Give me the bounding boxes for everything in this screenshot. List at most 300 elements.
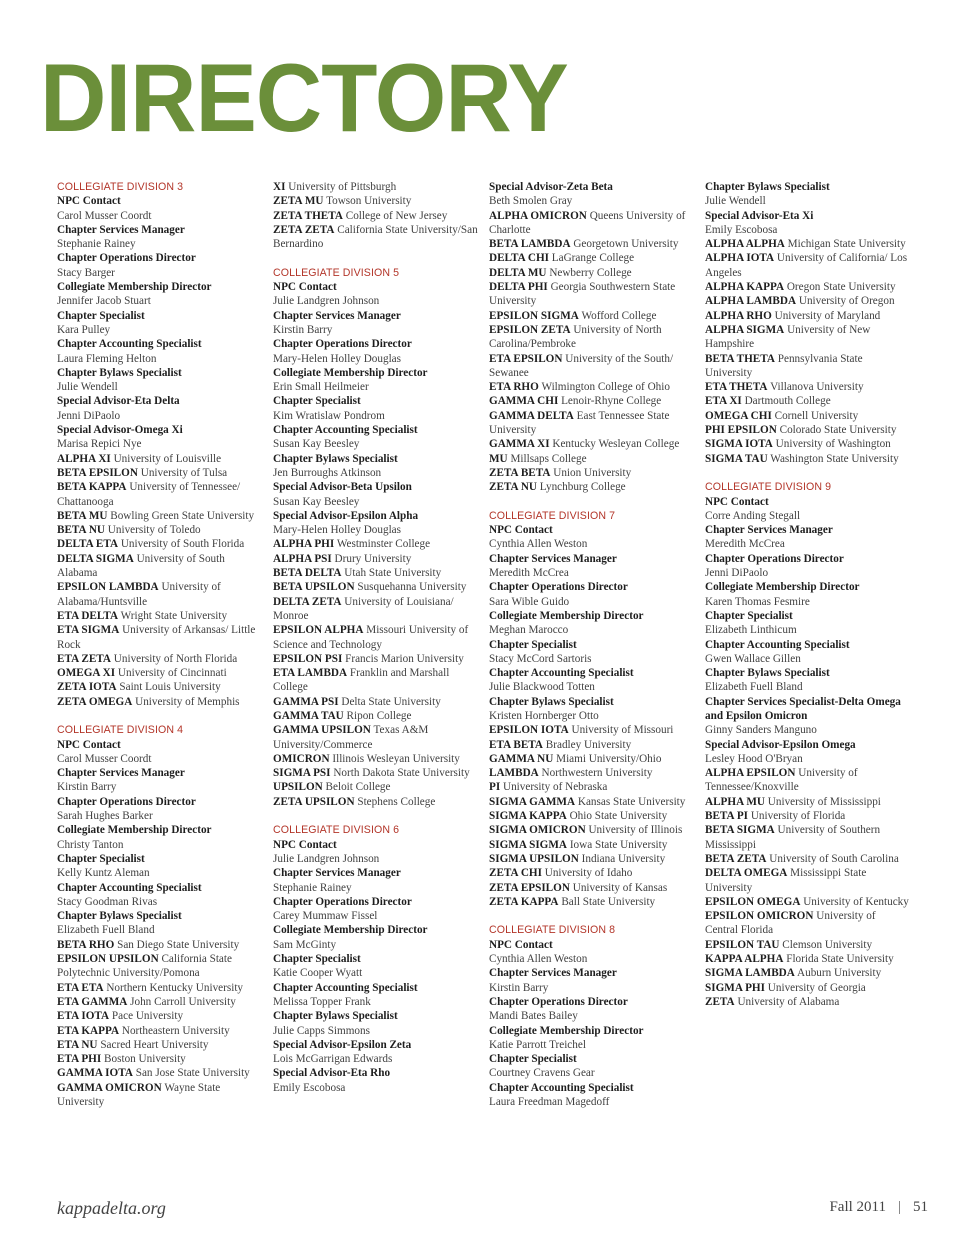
- chapter-name: BETA KAPPA: [57, 481, 127, 494]
- chapter-entry: [489, 480, 694, 494]
- chapter-name: ZETA: [705, 995, 735, 1008]
- school-name: University of Tennessee/Knoxville: [705, 767, 858, 794]
- chapter-entry: [57, 695, 262, 709]
- directory-section: [273, 823, 478, 1095]
- school-name: Northwestern University: [541, 767, 653, 780]
- school-name: University of Central Florida: [705, 910, 876, 937]
- footer-page-info: [829, 1199, 928, 1216]
- chapter-entry: [489, 466, 694, 480]
- school-name: Millsaps College: [510, 452, 587, 465]
- school-name: San Diego State University: [117, 938, 240, 951]
- school-name: University of Mississippi: [767, 795, 881, 808]
- directory-column-1: [57, 180, 262, 1109]
- role-title: Collegiate Membership Director: [273, 366, 428, 379]
- school-name: University of Washington: [775, 438, 891, 451]
- chapter-name: ETA XI: [705, 395, 742, 408]
- chapter-entry: [489, 209, 694, 238]
- chapter-entry: [705, 909, 910, 938]
- chapter-entry: [489, 795, 694, 809]
- chapter-name: EPSILON OMICRON: [705, 910, 814, 923]
- person-name: Corre Anding Stegall: [705, 509, 801, 522]
- role-title: Chapter Specialist: [489, 1053, 577, 1066]
- chapter-name: SIGMA LAMBDA: [705, 967, 795, 980]
- role-title: NPC Contact: [705, 495, 769, 508]
- chapter-name: ALPHA MU: [705, 795, 765, 808]
- school-name: University of Cincinnati: [117, 667, 227, 680]
- directory-section: [489, 180, 694, 495]
- school-name: North Dakota State University: [333, 767, 470, 780]
- chapter-entry: [705, 981, 910, 995]
- school-name: University of Tennessee/ Chattanooga: [57, 481, 241, 508]
- chapter-entry: [57, 452, 262, 466]
- chapter-name: ZETA EPSILON: [489, 881, 570, 894]
- directory-section: [273, 180, 478, 251]
- chapter-entry: [273, 666, 478, 695]
- role-title: Chapter Operations Director: [489, 995, 628, 1008]
- school-name: University of Arkansas/ Little Rock: [57, 624, 256, 651]
- chapter-entry: [57, 537, 262, 551]
- directory-section: [705, 480, 910, 1009]
- role-title: Special Advisor-Epsilon Omega: [705, 738, 856, 751]
- chapter-name: ALPHA IOTA: [705, 252, 775, 265]
- chapter-name: EPSILON PSI: [273, 652, 343, 665]
- chapter-name: PHI EPSILON: [705, 424, 777, 437]
- role-title: Chapter Bylaws Specialist: [273, 1010, 398, 1023]
- role-title: Chapter Specialist: [57, 852, 145, 865]
- section-heading: COLLEGIATE DIVISION 3: [57, 181, 184, 193]
- chapter-name: ETA PHI: [57, 1053, 102, 1066]
- school-name: University of Maryland: [774, 309, 881, 322]
- school-name: Northeastern University: [121, 1024, 230, 1037]
- chapter-entry: [489, 266, 694, 280]
- section-heading: COLLEGIATE DIVISION 4: [57, 724, 184, 737]
- role-title: Chapter Operations Director: [489, 581, 628, 594]
- school-name: Indiana University: [581, 852, 666, 865]
- role-title: Special Advisor-Eta Rho: [273, 1067, 391, 1080]
- person-name: Carol Musser Coordt: [57, 752, 152, 765]
- chapter-entry: [705, 852, 910, 866]
- school-name: Saint Louis University: [119, 681, 221, 694]
- school-name: University of Pittsburgh: [288, 181, 397, 193]
- chapter-entry: [489, 852, 694, 866]
- role-title: Collegiate Membership Director: [489, 609, 644, 622]
- school-name: Washington State University: [770, 452, 899, 465]
- school-name: Franklin and Marshall College: [273, 667, 450, 694]
- chapter-name: ETA THETA: [705, 381, 768, 394]
- person-name: Kara Pulley: [57, 323, 111, 336]
- chapter-entry: [273, 595, 478, 624]
- section-heading: COLLEGIATE DIVISION 7: [489, 509, 616, 522]
- school-name: Wayne State University: [57, 1081, 221, 1108]
- chapter-entry: [57, 1052, 262, 1066]
- chapter-name: EPSILON UPSILON: [57, 953, 159, 966]
- person-name: Julie Blackwood Totten: [489, 681, 595, 694]
- school-name: Bowling Green State University: [110, 509, 255, 522]
- role-title: Chapter Services Manager: [273, 867, 401, 880]
- chapter-entry: [705, 823, 910, 852]
- role-title: Chapter Services Manager: [705, 524, 833, 537]
- person-name: Emily Escobosa: [273, 1081, 346, 1094]
- chapter-entry: [705, 251, 910, 280]
- directory-column-3: [489, 180, 694, 1109]
- role-title: Special Advisor-Epsilon Zeta: [273, 1038, 412, 1051]
- school-name: University of Florida: [750, 810, 846, 823]
- school-name: Ripon College: [346, 709, 412, 722]
- chapter-name: SIGMA TAU: [705, 452, 768, 465]
- school-name: Pennsylvania State University: [705, 352, 863, 379]
- person-name: Laura Fleming Helton: [57, 352, 157, 365]
- role-title: Chapter Accounting Specialist: [273, 981, 418, 994]
- directory-column-2: [273, 180, 478, 1095]
- school-name: Auburn University: [797, 967, 882, 980]
- school-name: Stephens College: [357, 795, 436, 808]
- person-name: Jennifer Jacob Stuart: [57, 295, 151, 308]
- chapter-name: SIGMA KAPPA: [489, 810, 567, 823]
- school-name: Wilmington College of Ohio: [541, 381, 670, 394]
- school-name: East Tennessee State University: [489, 409, 670, 437]
- person-name: Julie Wendell: [705, 195, 766, 208]
- chapter-entry: [705, 237, 910, 251]
- chapter-name: ZETA OMEGA: [57, 695, 133, 708]
- footer-issue: Fall 2011: [829, 1199, 886, 1215]
- chapter-entry: [705, 352, 910, 381]
- person-name: Stephanie Rainey: [57, 238, 136, 251]
- chapter-entry: [489, 323, 694, 352]
- person-name: Jenni DiPaolo: [705, 567, 769, 580]
- chapter-entry: [57, 1009, 262, 1023]
- chapter-entry: [57, 1066, 262, 1080]
- school-name: University of Louisville: [113, 452, 222, 465]
- role-title: Chapter Specialist: [489, 638, 577, 651]
- role-title: Collegiate Membership Director: [57, 824, 212, 837]
- chapter-entry: [57, 1024, 262, 1038]
- person-name: Kirstin Barry: [489, 981, 549, 994]
- chapter-entry: [489, 437, 694, 451]
- school-name: University of South Carolina: [769, 852, 899, 865]
- role-title: Chapter Services Manager: [489, 552, 617, 565]
- chapter-name: DELTA SIGMA: [57, 552, 134, 565]
- chapter-name: SIGMA PSI: [273, 767, 331, 780]
- chapter-entry: [57, 981, 262, 995]
- school-name: Susquehanna University: [357, 581, 467, 594]
- chapter-entry: [57, 480, 262, 509]
- person-name: Jenni DiPaolo: [57, 409, 121, 422]
- school-name: Villanova University: [770, 381, 864, 394]
- chapter-entry: [705, 952, 910, 966]
- role-title: Special Advisor-Eta Delta: [57, 395, 180, 408]
- page-title: DIRECTORY: [40, 44, 568, 152]
- person-name: Julie Wendell: [57, 381, 118, 394]
- person-name: Carol Musser Coordt: [57, 209, 152, 222]
- school-name: Cornell University: [774, 409, 859, 422]
- school-name: University of Southern Mississippi: [705, 824, 881, 851]
- school-name: Delta State University: [341, 695, 441, 708]
- chapter-entry: [57, 938, 262, 952]
- role-title: Collegiate Membership Director: [489, 1024, 644, 1037]
- chapter-name: GAMMA OMICRON: [57, 1081, 162, 1094]
- chapter-name: ZETA NU: [489, 481, 537, 494]
- school-name: Utah State University: [344, 567, 442, 580]
- chapter-name: BETA NU: [57, 524, 105, 537]
- chapter-name: XI: [273, 181, 286, 193]
- chapter-name: OMEGA XI: [57, 667, 116, 680]
- school-name: University of California/ Los Angeles: [705, 252, 908, 279]
- chapter-name: ZETA THETA: [273, 209, 343, 222]
- chapter-entry: [489, 309, 694, 323]
- chapter-name: EPSILON ZETA: [489, 323, 571, 336]
- person-name: Christy Tanton: [57, 838, 124, 851]
- chapter-entry: [489, 780, 694, 794]
- person-name: Mary-Helen Holley Douglas: [273, 352, 402, 365]
- chapter-entry: [489, 838, 694, 852]
- school-name: Oregon State University: [786, 281, 896, 294]
- chapter-name: GAMMA TAU: [273, 709, 344, 722]
- chapter-entry: [273, 709, 478, 723]
- school-name: University of Alabama: [737, 995, 840, 1008]
- role-title: Chapter Accounting Specialist: [273, 424, 418, 437]
- role-title: Collegiate Membership Director: [273, 924, 428, 937]
- person-name: Courtney Cravens Gear: [489, 1067, 595, 1080]
- person-name: Karen Thomas Fesmire: [705, 595, 810, 608]
- person-name: Elizabeth Linthicum: [705, 624, 797, 637]
- person-name: Sara Wible Guido: [489, 595, 570, 608]
- chapter-name: BETA UPSILON: [273, 581, 355, 594]
- chapter-entry: [489, 352, 694, 381]
- school-name: University of North Carolina/Pembroke: [489, 323, 662, 351]
- footer-website: kappadelta.org: [57, 1198, 166, 1218]
- person-name: Lois McGarrigan Edwards: [273, 1053, 393, 1066]
- chapter-name: ALPHA SIGMA: [705, 323, 785, 336]
- chapter-entry: [705, 380, 910, 394]
- chapter-entry: [489, 823, 694, 837]
- school-name: Georgia Southwestern State University: [489, 281, 676, 308]
- role-title: Chapter Operations Director: [57, 252, 196, 265]
- school-name: California State Polytechnic University/Pomona: [57, 953, 232, 980]
- chapter-entry: [705, 938, 910, 952]
- school-name: University of South Florida: [120, 538, 245, 551]
- chapter-entry: [57, 652, 262, 666]
- person-name: Laura Freedman Magedoff: [489, 1096, 610, 1108]
- chapter-name: ETA ETA: [57, 981, 104, 994]
- person-name: Ginny Sanders Manguno: [705, 724, 817, 737]
- chapter-name: ETA BETA: [489, 738, 543, 751]
- chapter-name: GAMMA CHI: [489, 395, 559, 408]
- person-name: Sarah Hughes Barker: [57, 810, 153, 823]
- school-name: Sacred Heart University: [100, 1038, 209, 1051]
- chapter-entry: [489, 881, 694, 895]
- chapter-entry: [57, 1038, 262, 1052]
- role-title: Chapter Bylaws Specialist: [57, 910, 182, 923]
- chapter-entry: [57, 466, 262, 480]
- role-title: Chapter Bylaws Specialist: [705, 181, 830, 193]
- school-name: Colorado State University: [779, 424, 897, 437]
- person-name: Melissa Topper Frank: [273, 995, 371, 1008]
- role-title: Chapter Operations Director: [273, 895, 412, 908]
- school-name: Lenoir-Rhyne College: [561, 395, 662, 408]
- role-title: Chapter Bylaws Specialist: [57, 366, 182, 379]
- chapter-name: BETA ZETA: [705, 852, 767, 865]
- chapter-entry: [57, 580, 262, 609]
- chapter-name: DELTA PHI: [489, 281, 548, 294]
- school-name: San Jose State University: [135, 1067, 250, 1080]
- person-name: Meredith McCrea: [489, 567, 569, 580]
- person-name: Sam McGinty: [273, 938, 337, 951]
- role-title: Collegiate Membership Director: [57, 281, 212, 294]
- role-title: Chapter Bylaws Specialist: [273, 452, 398, 465]
- school-name: University of South Alabama: [57, 552, 225, 580]
- chapter-entry: [273, 752, 478, 766]
- role-title: Chapter Bylaws Specialist: [489, 695, 614, 708]
- role-title: Chapter Accounting Specialist: [57, 881, 202, 894]
- chapter-name: GAMMA XI: [489, 438, 550, 451]
- chapter-name: BETA LAMBDA: [489, 238, 571, 251]
- section-heading: COLLEGIATE DIVISION 6: [273, 824, 400, 837]
- chapter-entry: [489, 251, 694, 265]
- person-name: Stephanie Rainey: [273, 881, 352, 894]
- chapter-entry: [705, 437, 910, 451]
- chapter-name: GAMMA UPSILON: [273, 724, 371, 737]
- chapter-name: ALPHA LAMBDA: [705, 295, 797, 308]
- person-name: Kirstin Barry: [273, 323, 333, 336]
- chapter-name: ETA RHO: [489, 381, 539, 394]
- chapter-entry: [705, 866, 910, 895]
- school-name: Newberry College: [549, 266, 632, 279]
- chapter-name: ALPHA PHI: [273, 538, 335, 551]
- school-name: Texas A&M University/Commerce: [273, 724, 429, 751]
- chapter-name: PI: [489, 781, 501, 794]
- chapter-name: OMEGA CHI: [705, 409, 772, 422]
- chapter-entry: [273, 223, 478, 252]
- person-name: Mandi Bates Bailey: [489, 1010, 578, 1023]
- person-name: Beth Smolen Gray: [489, 195, 573, 208]
- directory-section: [57, 723, 262, 1109]
- person-name: Jen Burroughs Atkinson: [273, 466, 382, 479]
- person-name: Elizabeth Fuell Bland: [705, 681, 803, 694]
- chapter-entry: [273, 194, 478, 208]
- chapter-entry: [705, 795, 910, 809]
- school-name: Francis Marion University: [345, 652, 464, 665]
- role-title: NPC Contact: [273, 838, 337, 851]
- role-title: Chapter Specialist: [273, 953, 361, 966]
- person-name: Gwen Wallace Gillen: [705, 652, 801, 665]
- school-name: Clemson University: [782, 938, 873, 951]
- school-name: Illinois Wesleyan University: [332, 752, 460, 765]
- chapter-name: BETA PI: [705, 810, 749, 823]
- school-name: Miami University/Ohio: [556, 752, 662, 765]
- person-name: Kirstin Barry: [57, 781, 117, 794]
- school-name: Iowa State University: [569, 838, 668, 851]
- role-title: NPC Contact: [57, 195, 121, 208]
- chapter-entry: [705, 809, 910, 823]
- person-name: Julie Landgren Johnson: [273, 852, 380, 865]
- role-title: Chapter Services Manager: [57, 767, 185, 780]
- chapter-name: ZETA IOTA: [57, 681, 117, 694]
- school-name: Boston University: [104, 1053, 186, 1066]
- role-title: Special Advisor-Zeta Beta: [489, 181, 613, 193]
- school-name: Dartmouth College: [744, 395, 831, 408]
- chapter-name: BETA THETA: [705, 352, 775, 365]
- chapter-name: EPSILON ALPHA: [273, 624, 364, 637]
- school-name: California State University/San Bernardino: [273, 223, 478, 251]
- person-name: Kelly Kuntz Aleman: [57, 867, 150, 880]
- role-title: Chapter Services Manager: [273, 309, 401, 322]
- school-name: University of Tulsa: [140, 466, 228, 479]
- page-number: 51: [913, 1199, 928, 1215]
- chapter-name: ALPHA KAPPA: [705, 281, 785, 294]
- role-title: Chapter Bylaws Specialist: [705, 667, 830, 680]
- chapter-entry: [57, 609, 262, 623]
- chapter-name: SIGMA IOTA: [705, 438, 773, 451]
- chapter-name: ZETA MU: [273, 195, 324, 208]
- person-name: Julie Landgren Johnson: [273, 295, 380, 308]
- school-name: University of New Hampshire: [705, 323, 871, 351]
- section-heading: COLLEGIATE DIVISION 5: [273, 266, 400, 279]
- school-name: Florida State University: [786, 953, 894, 966]
- person-name: Meredith McCrea: [705, 538, 785, 551]
- school-name: Missouri University of Science and Technology: [273, 624, 469, 651]
- chapter-entry: [273, 695, 478, 709]
- role-title: Chapter Specialist: [705, 609, 793, 622]
- footer-separator: |: [897, 1199, 901, 1215]
- chapter-entry: [57, 680, 262, 694]
- chapter-entry: [273, 209, 478, 223]
- chapter-name: ETA IOTA: [57, 1010, 110, 1023]
- school-name: Pace University: [111, 1010, 184, 1023]
- school-name: Wofford College: [581, 309, 657, 322]
- chapter-name: ZETA KAPPA: [489, 895, 559, 908]
- person-name: Carey Mummaw Fissel: [273, 910, 378, 923]
- person-name: Susan Kay Beesley: [273, 438, 360, 451]
- chapter-entry: [273, 552, 478, 566]
- school-name: University of Nebraska: [502, 781, 608, 794]
- chapter-entry: [273, 652, 478, 666]
- chapter-entry: [705, 423, 910, 437]
- role-title: Chapter Accounting Specialist: [489, 667, 634, 680]
- chapter-name: ALPHA PSI: [273, 552, 332, 565]
- chapter-entry: [273, 180, 478, 194]
- chapter-entry: [273, 795, 478, 809]
- role-title: Chapter Accounting Specialist: [489, 1081, 634, 1094]
- chapter-entry: [489, 723, 694, 737]
- chapter-entry: [705, 294, 910, 308]
- chapter-entry: [57, 623, 262, 652]
- chapter-name: BETA RHO: [57, 938, 115, 951]
- school-name: Northern Kentucky University: [106, 981, 244, 994]
- person-name: Kristen Hornberger Otto: [489, 709, 599, 722]
- chapter-entry: [489, 738, 694, 752]
- chapter-entry: [489, 380, 694, 394]
- school-name: University of Missouri: [571, 724, 674, 737]
- chapter-name: BETA MU: [57, 509, 108, 522]
- chapter-name: EPSILON LAMBDA: [57, 581, 159, 594]
- chapter-name: SIGMA GAMMA: [489, 795, 576, 808]
- chapter-entry: [489, 752, 694, 766]
- chapter-entry: [705, 323, 910, 352]
- school-name: Beloit College: [325, 781, 391, 794]
- chapter-name: BETA DELTA: [273, 567, 342, 580]
- chapter-entry: [705, 766, 910, 795]
- chapter-name: GAMMA IOTA: [57, 1067, 133, 1080]
- directory-section: [57, 180, 262, 709]
- role-title: Special Advisor-Epsilon Alpha: [273, 509, 419, 522]
- chapter-name: DELTA ZETA: [273, 595, 342, 608]
- person-name: Stacy Goodman Rivas: [57, 895, 158, 908]
- section-heading: COLLEGIATE DIVISION 9: [705, 481, 832, 494]
- role-title: NPC Contact: [489, 524, 553, 537]
- chapter-name: ETA GAMMA: [57, 995, 128, 1008]
- school-name: Drury University: [334, 552, 412, 565]
- role-title: Chapter Services Specialist-Delta Omega and Epsilon Omicron: [705, 695, 901, 722]
